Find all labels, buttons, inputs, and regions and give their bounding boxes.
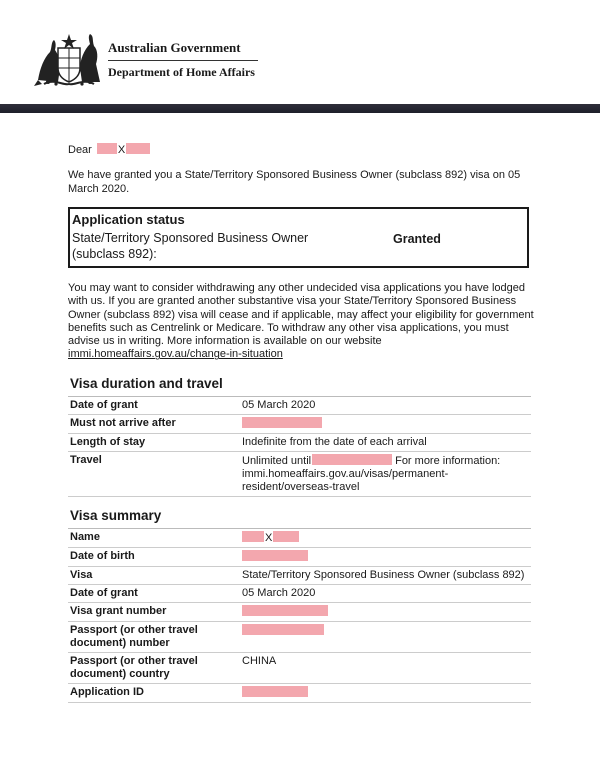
length-of-stay-label: Length of stay — [70, 436, 146, 448]
redacted-number — [242, 686, 308, 697]
visa-value: State/Territory Sponsored Business Owner (subclass 892) — [242, 569, 525, 581]
must-not-arrive-label: Must not arrive after — [70, 417, 176, 429]
status-value: Granted — [393, 232, 441, 246]
date-of-birth-label: Date of birth — [70, 550, 135, 562]
visa-duration-table — [68, 396, 531, 497]
table-row — [68, 529, 531, 548]
application-id-value — [240, 684, 531, 702]
summary-date-of-grant-label: Date of grant — [70, 587, 138, 599]
summary-date-of-grant-value: 05 March 2020 — [242, 587, 316, 599]
government-wordmark — [108, 40, 258, 80]
date-of-grant-value: 05 March 2020 — [242, 399, 316, 411]
status-visa-name: State/Territory Sponsored Business Owner (subclass 892): — [72, 231, 309, 261]
name-label: Name — [70, 531, 100, 543]
passport-country-value: CHINA — [242, 655, 277, 667]
table-row — [68, 567, 531, 585]
table-row — [68, 452, 531, 497]
name-value — [240, 529, 531, 547]
notice-text: You may want to consider withdrawing any other undecided visa applications you have lodged with us. If you are granted another substantive visa your State/Territory Sponsored Business Owner (subclass 892) visa will cease and if applicable, may affect your eligibility for government benefits such as Centrelink or Medicare. To withdraw any other visa applications, you must advise us in writing. More information is available on our website — [68, 282, 534, 348]
change-in-situation-link[interactable]: immi.homeaffairs.gov.au/change-in-situation — [68, 348, 283, 361]
coat-of-arms-icon — [34, 28, 104, 88]
visa-grant-number-value — [240, 603, 531, 621]
redacted-date — [242, 417, 322, 428]
redacted-number — [242, 624, 324, 635]
redacted-given-name — [242, 531, 264, 542]
name-separator: X — [117, 144, 126, 156]
visa-duration-title: Visa duration and travel — [70, 376, 223, 391]
travel-prefix: Unlimited until — [242, 455, 312, 467]
passport-number-value — [240, 622, 531, 652]
table-row — [68, 603, 531, 622]
application-status-box — [68, 207, 529, 268]
table-row — [68, 585, 531, 603]
passport-country-label: Passport (or other travel document) country — [70, 655, 198, 680]
application-status-title: Application status — [72, 212, 185, 227]
wordmark-divider — [108, 60, 258, 61]
table-row — [68, 684, 531, 703]
table-row — [68, 434, 531, 452]
table-row — [68, 548, 531, 567]
must-not-arrive-value — [240, 415, 531, 433]
redacted-number — [242, 605, 328, 616]
department-name: Department of Home Affairs — [108, 65, 255, 79]
redacted-given-name — [97, 143, 117, 154]
redacted-date — [312, 454, 392, 465]
salutation — [68, 143, 150, 157]
name-separator: X — [265, 532, 273, 544]
header-band — [0, 104, 600, 113]
visa-label: Visa — [70, 569, 93, 581]
table-row — [68, 415, 531, 434]
table-row — [68, 653, 531, 684]
redacted-family-name — [126, 143, 150, 154]
letterhead — [0, 0, 600, 104]
redacted-date — [242, 550, 308, 561]
grant-intro: We have granted you a State/Territory Sponsored Business Owner (subclass 892) visa on 05 March 2020. — [68, 169, 521, 195]
travel-value — [240, 452, 531, 496]
salutation-word: Dear — [68, 144, 92, 156]
visa-grant-number-label: Visa grant number — [70, 605, 167, 617]
table-row — [68, 622, 531, 653]
travel-label: Travel — [70, 454, 102, 466]
date-of-birth-value — [240, 548, 531, 566]
withdrawal-notice — [68, 282, 538, 362]
table-row — [68, 397, 531, 415]
passport-number-label: Passport (or other travel document) number — [70, 624, 198, 649]
visa-summary-table — [68, 528, 531, 703]
date-of-grant-label: Date of grant — [70, 399, 138, 411]
length-of-stay-value: Indefinite from the date of each arrival — [242, 436, 427, 448]
application-id-label: Application ID — [70, 686, 144, 698]
government-name: Australian Government — [108, 40, 241, 55]
travel-more-info: For more information: immi.homeaffairs.gov.au/visas/permanent-resident/overseas-travel — [242, 455, 501, 493]
redacted-family-name — [273, 531, 299, 542]
visa-summary-title: Visa summary — [70, 508, 162, 523]
